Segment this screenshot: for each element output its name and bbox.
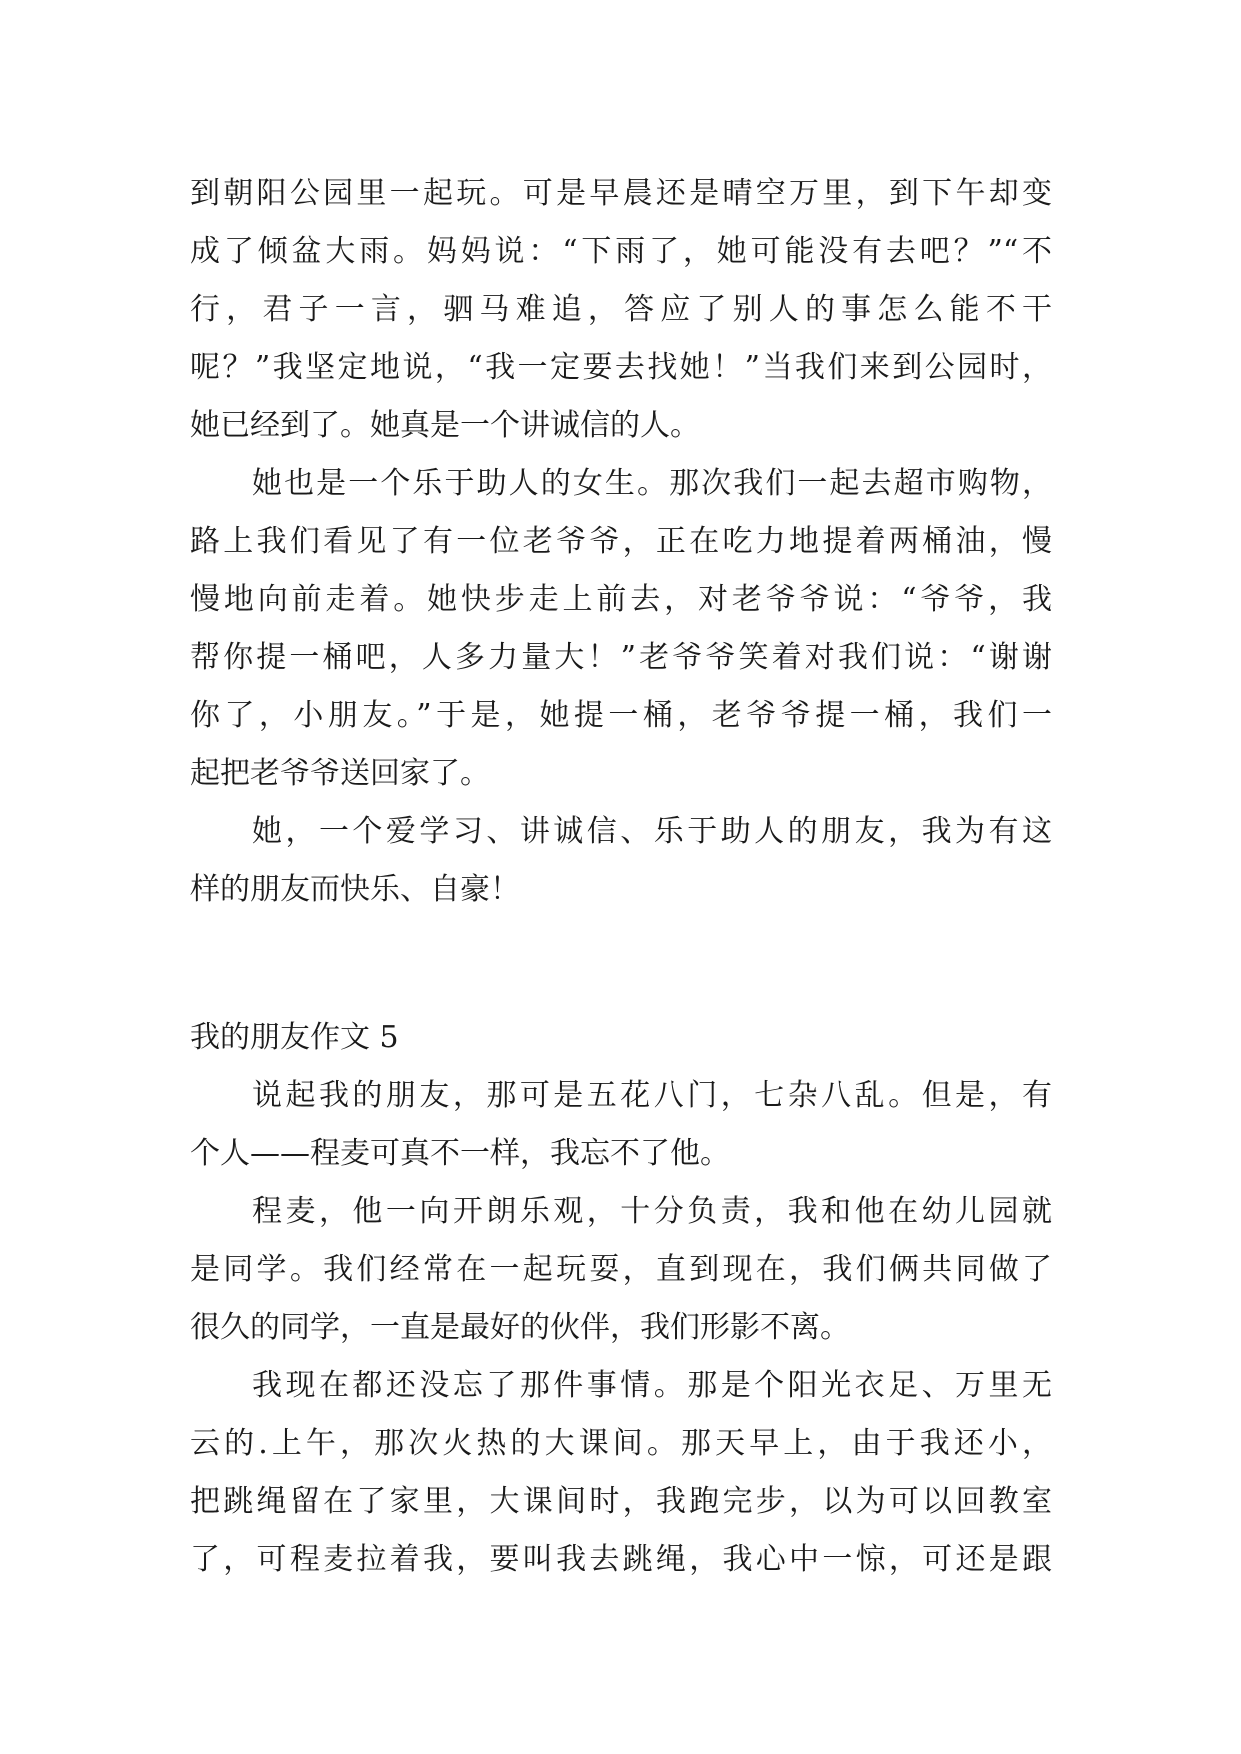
text-line: 她，一个爱学习、讲诚信、乐于助人的朋友，我为有这 xyxy=(252,814,1052,849)
text-line: 样的朋友而快乐、自豪！ xyxy=(190,872,520,907)
text-line: 路上我们看见了有一位老爷爷，正在吃力地提着两桶油，慢 xyxy=(190,524,1052,559)
text-line: 起把老爷爷送回家了。 xyxy=(190,756,490,791)
paragraph xyxy=(190,803,1052,919)
text-line: 呢？”我坚定地说，“我一定要去找她！”当我们来到公园时， xyxy=(190,350,1052,385)
paragraph xyxy=(190,455,1052,803)
section-heading: 我的朋友作文 5 xyxy=(190,1020,399,1055)
text-line: 到朝阳公园里一起玩。可是早晨还是晴空万里，到下午却变 xyxy=(190,176,1052,211)
paragraph xyxy=(190,165,1052,455)
text-line: 了，可程麦拉着我，要叫我去跳绳，我心中一惊，可还是跟 xyxy=(190,1542,1052,1577)
paragraph xyxy=(190,1183,1052,1357)
document-body xyxy=(190,165,1052,1589)
text-line: 她也是一个乐于助人的女生。那次我们一起去超市购物， xyxy=(252,466,1052,501)
text-line: 我现在都还没忘了那件事情。那是个阳光衣足、万里无 xyxy=(252,1368,1052,1403)
text-line: 个人——程麦可真不一样，我忘不了他。 xyxy=(190,1136,730,1171)
text-line: 她已经到了。她真是一个讲诚信的人。 xyxy=(190,408,700,443)
text-line: 云的.上午，那次火热的大课间。那天早上，由于我还小， xyxy=(190,1426,1052,1461)
text-line: 你了，小朋友。”于是，她提一桶，老爷爷提一桶，我们一 xyxy=(190,698,1052,733)
text-line: 把跳绳留在了家里，大课间时，我跑完步，以为可以回教室 xyxy=(190,1484,1052,1519)
text-line: 行，君子一言，驷马难追，答应了别人的事怎么能不干 xyxy=(190,292,1052,327)
text-line: 说起我的朋友，那可是五花八门，七杂八乱。但是，有 xyxy=(252,1078,1052,1113)
text-line: 帮你提一桶吧，人多力量大！”老爷爷笑着对我们说：“谢谢 xyxy=(190,640,1052,675)
text-line: 程麦，他一向开朗乐观，十分负责，我和他在幼儿园就 xyxy=(252,1194,1052,1229)
text-line: 是同学。我们经常在一起玩耍，直到现在，我们俩共同做了 xyxy=(190,1252,1052,1287)
text-line: 很久的同学，一直是最好的伙伴，我们形影不离。 xyxy=(190,1310,850,1345)
paragraph xyxy=(190,1357,1052,1589)
text-line: 成了倾盆大雨。妈妈说：“下雨了，她可能没有去吧？”“不 xyxy=(190,234,1052,269)
text-line: 慢地向前走着。她快步走上前去，对老爷爷说：“爷爷，我 xyxy=(190,582,1052,617)
paragraph xyxy=(190,1067,1052,1183)
